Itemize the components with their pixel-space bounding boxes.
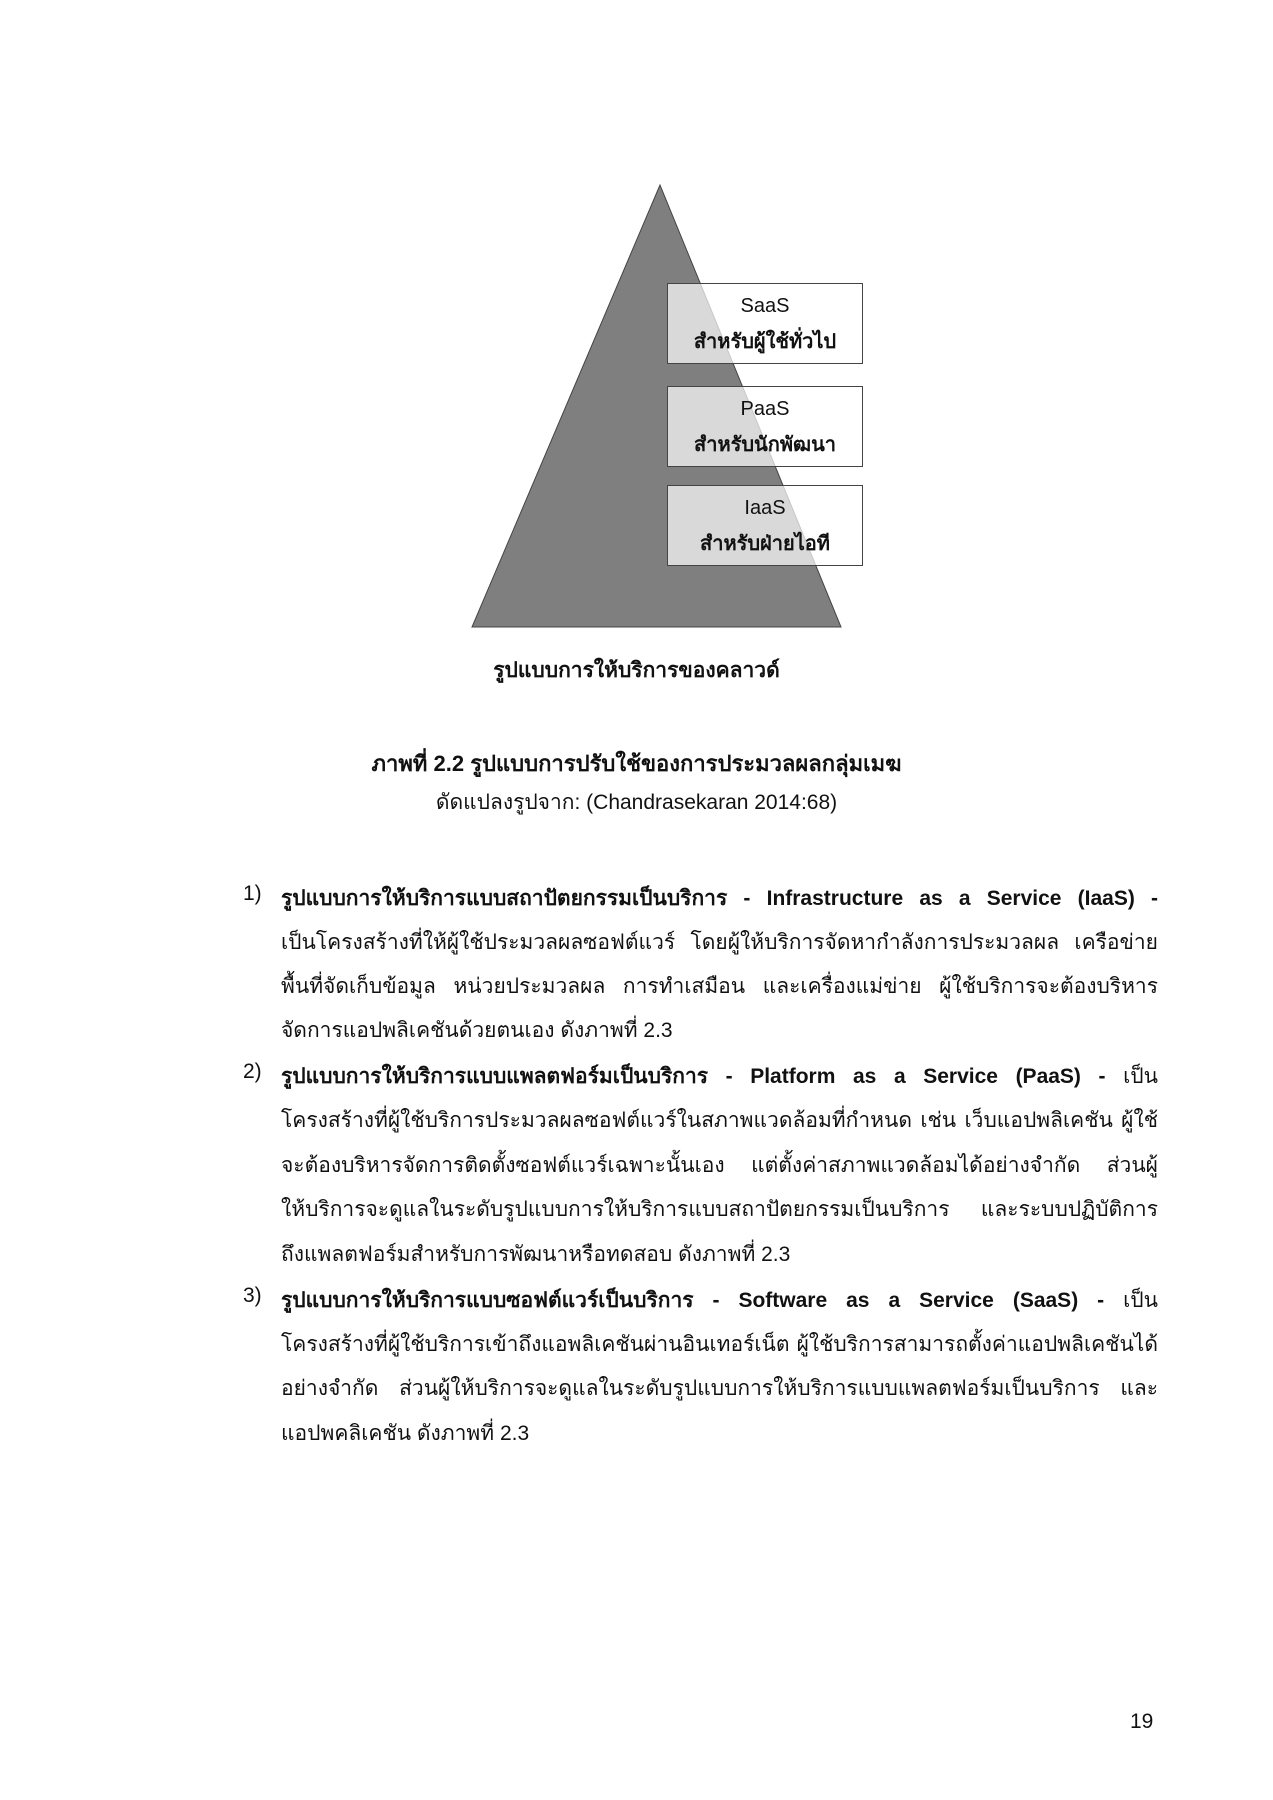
item-line: พื้นที่จัดเก็บข้อมูล หน่วยประมวลผล การทำเสมือน และเครื่องแม่ข่าย ผู้ใช้บริการจะต้องบริหาร <box>281 975 1158 998</box>
figure-caption: ภาพที่ 2.2 รูปแบบการปรับใช้ของการประมวลผลกลุ่มเมฆ <box>371 751 902 776</box>
figure-source: ดัดแปลงรูปจาก: (Chandrasekaran 2014:68) <box>435 791 838 814</box>
paas-subtitle: สำหรับนักพัฒนา <box>694 434 836 456</box>
item-heading-bold: รูปแบบการให้บริการแบบซอฟต์แวร์เป็นบริการ - Software as a Service (SaaS) - <box>281 1289 1105 1312</box>
item-line: อย่างจำกัด ส่วนผู้ให้บริการจะดูแลในระดับรูปแบบการให้บริการแบบแพลตฟอร์มเป็นบริการ และ <box>281 1377 1158 1400</box>
item-heading-rest: เป็น <box>1104 1289 1158 1312</box>
item-line: เป็นโครงสร้างที่ให้ผู้ใช้ประมวลผลซอฟต์แวร์ โดยผู้ให้บริการจัดหากำลังการประมวลผล เครือข่าย <box>281 931 1158 954</box>
item-line: ให้บริการจะดูแลในระดับรูปแบบการให้บริการแบบสถาปัตยกรรมเป็นบริการ และระบบปฏิบัติการ <box>281 1198 1158 1221</box>
figure-label: รูปแบบการให้บริการของคลาวด์ <box>493 659 780 682</box>
item-heading <box>281 1060 1158 1093</box>
item-line: โครงสร้างที่ผู้ใช้บริการประมวลผลซอฟต์แวร์ในสภาพแวดล้อมที่กำหนด เช่น เว็บแอปพลิเคชัน ผู้ใช้ <box>281 1109 1158 1132</box>
saas-box <box>667 283 863 364</box>
item-number: 1) <box>243 882 262 905</box>
item-number: 3) <box>243 1284 262 1307</box>
paas-box <box>667 386 863 467</box>
item-heading-rest: เป็น <box>1105 1065 1158 1088</box>
item-line: จัดการแอปพลิเคชันด้วยตนเอง ดังภาพที่ 2.3 <box>281 1019 673 1042</box>
item-line: โครงสร้างที่ผู้ใช้บริการเข้าถึงแอพลิเคชันผ่านอินเทอร์เน็ต ผู้ใช้บริการสามารถตั้งค่าแอปพลิเคชันได้ <box>281 1333 1158 1356</box>
item-heading <box>281 882 1158 915</box>
paas-title: PaaS <box>740 398 790 420</box>
item-heading <box>281 1284 1158 1317</box>
saas-subtitle: สำหรับผู้ใช้ทั่วไป <box>693 331 837 353</box>
item-line: ถึงแพลตฟอร์มสำหรับการพัฒนาหรือทดสอบ ดังภาพที่ 2.3 <box>281 1243 791 1266</box>
item-line: แอปพคลิเคชัน ดังภาพที่ 2.3 <box>281 1422 530 1445</box>
iaas-title: IaaS <box>744 497 786 519</box>
item-heading-bold: รูปแบบการให้บริการแบบสถาปัตยกรรมเป็นบริการ - Infrastructure as a Service (IaaS) - <box>281 887 1158 910</box>
iaas-subtitle: สำหรับฝ่ายไอที <box>700 533 830 555</box>
item-line: จะต้องบริหารจัดการติดตั้งซอฟต์แวร์เฉพาะนั้นเอง แต่ตั้งค่าสภาพแวดล้อมได้อย่างจำกัด ส่วนผู้ <box>281 1154 1158 1177</box>
page-number: 19 <box>1130 1710 1154 1733</box>
iaas-box <box>667 485 863 566</box>
cloud-service-pyramid <box>0 0 1273 700</box>
item-heading-bold: รูปแบบการให้บริการแบบแพลตฟอร์มเป็นบริการ - Platform as a Service (PaaS) - <box>281 1065 1106 1088</box>
item-number: 2) <box>243 1060 262 1083</box>
saas-title: SaaS <box>740 295 790 317</box>
